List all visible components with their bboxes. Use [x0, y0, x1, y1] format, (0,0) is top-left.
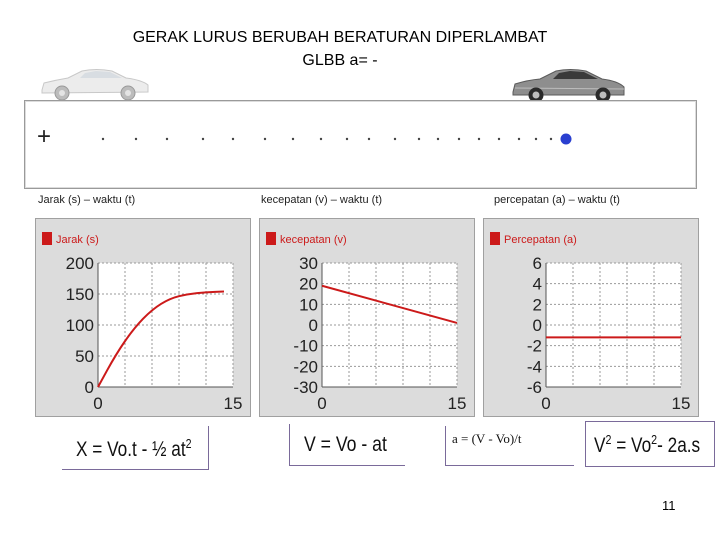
y-tick-label: 200 [65, 254, 94, 273]
motion-dot [264, 138, 266, 140]
fv2-exp1: 2 [605, 432, 612, 447]
legend-label: kecepatan (v) [280, 234, 347, 246]
chart-velocity-time [259, 218, 475, 417]
motion-dot [368, 138, 370, 140]
start-marker: + [37, 123, 52, 150]
x-tick-label: 15 [223, 394, 243, 413]
x-tick-label: 0 [541, 394, 551, 413]
formula-acceleration-text: a = (V - Vo)/t [452, 431, 522, 446]
x-tick-label: 15 [447, 394, 467, 413]
formula-velocity-text: V = Vo - at [304, 433, 387, 456]
motion-dot [232, 138, 234, 140]
page-title: GERAK LURUS BERUBAH BERATURAN DIPERLAMBAT [132, 29, 548, 46]
motion-dot [292, 138, 294, 140]
y-tick-label: 4 [532, 274, 542, 294]
motion-dot [418, 138, 420, 140]
motion-dot [320, 138, 322, 140]
y-tick-label: -4 [526, 357, 542, 377]
motion-dot [346, 138, 348, 140]
fv2-end: - 2a.s [657, 434, 701, 457]
legend-swatch [490, 232, 500, 245]
y-tick-label: 30 [299, 254, 318, 273]
chart-distance-time [35, 218, 251, 417]
motion-dot [135, 138, 137, 140]
chart-acceleration-time [483, 218, 699, 417]
legend-swatch [266, 232, 276, 245]
x-tick-label: 0 [317, 394, 327, 413]
x-tick-label: 0 [93, 394, 103, 413]
motion-dot [458, 138, 460, 140]
x-tick-label: 15 [671, 394, 691, 413]
y-tick-label: 0 [308, 316, 318, 335]
y-tick-label: -6 [526, 378, 542, 397]
legend-label: Percepatan (a) [504, 234, 577, 246]
motion-dot [518, 138, 520, 140]
motion-dot [202, 138, 204, 140]
motion-dot [437, 138, 439, 140]
motion-dot [166, 138, 168, 140]
graph-caption-acceleration: percepatan (a) – waktu (t) [494, 194, 620, 206]
y-tick-label: 150 [65, 285, 94, 304]
moving-object-dot [561, 134, 572, 145]
legend-swatch [42, 232, 52, 245]
motion-dot [550, 138, 552, 140]
graph-caption-velocity: kecepatan (v) – waktu (t) [261, 194, 383, 206]
formula-acceleration [445, 426, 574, 466]
motion-track [24, 100, 697, 189]
light-car-image [38, 66, 152, 102]
formula-velocity [289, 424, 405, 466]
y-tick-label: 100 [65, 316, 94, 335]
formula-velocity-squared [585, 421, 715, 467]
motion-dot [498, 138, 500, 140]
dark-car-image [510, 66, 628, 104]
motion-dots [25, 101, 696, 188]
motion-dot [394, 138, 396, 140]
y-tick-label: 20 [299, 274, 318, 294]
legend-label: Jarak (s) [56, 234, 99, 246]
y-tick-label: 50 [75, 347, 94, 366]
y-tick-label: 6 [532, 254, 542, 273]
y-tick-label: -30 [293, 378, 318, 397]
formula-displacement [62, 426, 209, 470]
formula-displacement-exponent: 2 [185, 436, 192, 451]
y-tick-label: 0 [84, 378, 94, 397]
y-tick-label: 0 [532, 316, 542, 335]
y-tick-label: 10 [299, 295, 318, 315]
motion-dot [478, 138, 480, 140]
y-tick-label: -20 [293, 357, 318, 377]
page-subtitle: GLBB a= - [302, 52, 378, 69]
motion-dot [535, 138, 537, 140]
graph-caption-distance: Jarak (s) – waktu (t) [38, 194, 136, 206]
fv2-mid: = Vo [611, 434, 652, 457]
y-tick-label: -2 [526, 336, 542, 356]
y-tick-label: 2 [532, 295, 542, 315]
motion-dot [102, 138, 104, 140]
page-number: 11 [662, 498, 676, 513]
y-tick-label: -10 [293, 336, 318, 356]
fv2-exp2: 2 [651, 432, 658, 447]
formula-displacement-text: X = Vo.t - ½ at [76, 438, 186, 461]
fv2-v: V [594, 434, 606, 457]
